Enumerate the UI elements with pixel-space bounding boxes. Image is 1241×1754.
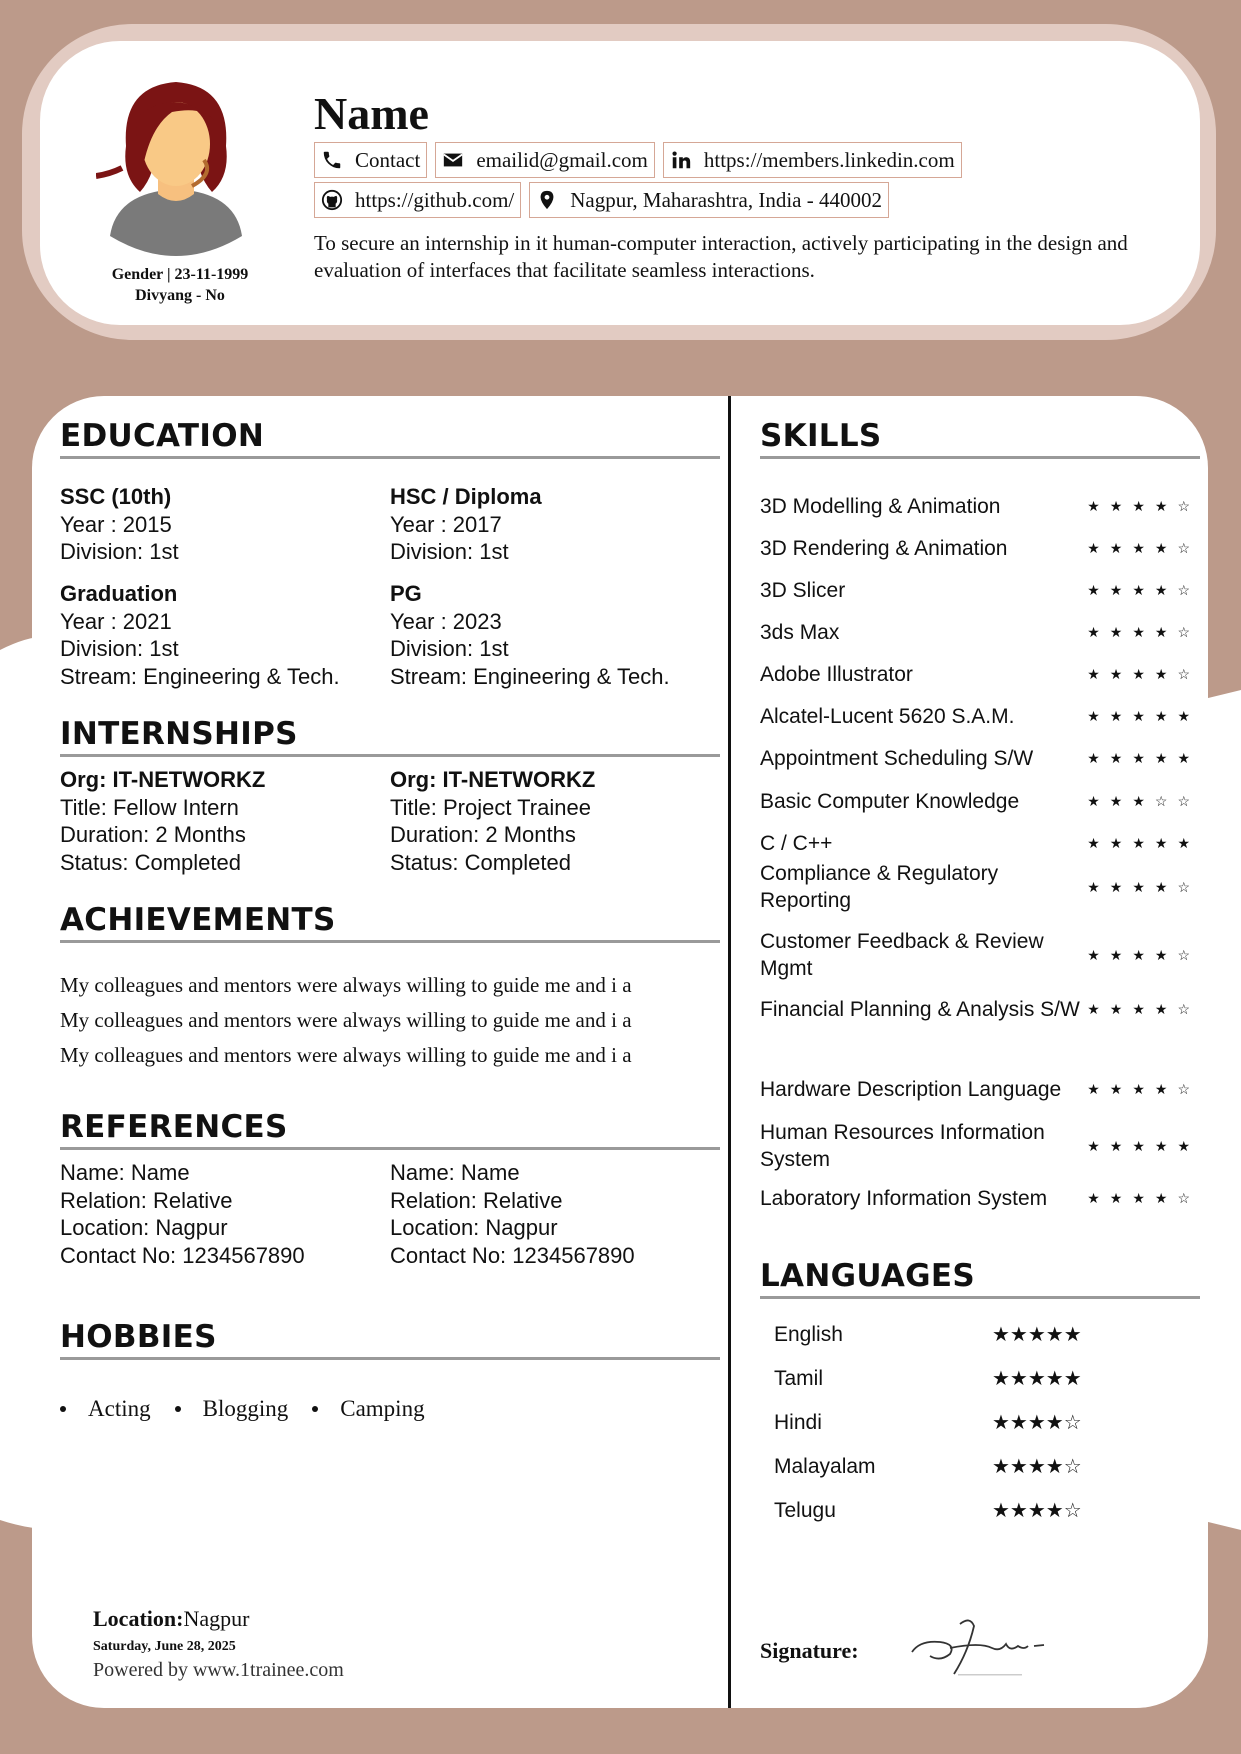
skill-name: Basic Computer Knowledge xyxy=(760,790,1020,813)
edu-graduation xyxy=(60,580,340,690)
internships-rule xyxy=(60,754,720,757)
reference-item xyxy=(390,1159,635,1269)
email-chip[interactable] xyxy=(435,142,655,178)
reference-item xyxy=(60,1159,305,1269)
skill-name: Human Resources Information System xyxy=(760,1121,1045,1171)
hobby-item xyxy=(175,1396,289,1422)
edu-hsc-year: Year : 2017 xyxy=(390,511,502,537)
references-rule xyxy=(60,1147,720,1150)
personal-meta xyxy=(80,264,280,306)
footer-location-value: Nagpur xyxy=(183,1606,250,1631)
internship-status: Status: Completed xyxy=(390,849,571,875)
skill-name: 3D Rendering & Animation xyxy=(760,537,1008,560)
language-name: English xyxy=(774,1322,843,1346)
languages-rule xyxy=(760,1296,1200,1299)
edu-pg-head: PG xyxy=(390,581,422,606)
star-rating-icon: ★★★★☆ xyxy=(1087,1081,1200,1097)
edu-pg-year: Year : 2023 xyxy=(390,608,502,634)
edu-pg-division: Division: 1st xyxy=(390,636,509,661)
internship-status: Status: Completed xyxy=(60,849,241,875)
edu-grad-year: Year : 2021 xyxy=(60,608,172,634)
references-title: REFERENCES xyxy=(60,1109,288,1145)
star-rating-icon: ★★★★★ xyxy=(992,1324,1082,1346)
phone-icon xyxy=(321,149,343,171)
avatar xyxy=(96,76,256,256)
skill-row xyxy=(760,535,1200,562)
skill-row xyxy=(760,661,1200,688)
edu-ssc xyxy=(60,483,179,566)
location-text: Nagpur, Maharashtra, India - 440002 xyxy=(570,187,882,212)
achievement-line: My colleagues and mentors were always willing to guide me and i a xyxy=(60,1043,632,1067)
contact-label: Contact xyxy=(355,147,421,172)
map-pin-icon xyxy=(536,189,558,211)
language-row xyxy=(774,1410,1134,1435)
location-chip xyxy=(529,182,889,218)
internship-org: Org: IT-NETWORKZ xyxy=(390,767,596,792)
github-icon xyxy=(321,189,343,211)
reference-name: Name: Name xyxy=(60,1160,190,1185)
edu-ssc-division: Division: 1st xyxy=(60,539,179,564)
achievement-line: My colleagues and mentors were always willing to guide me and i a xyxy=(60,1008,632,1032)
skill-row xyxy=(760,1119,1200,1173)
bullet-icon xyxy=(175,1406,181,1412)
footer-location xyxy=(93,1606,249,1632)
hobby-label: Camping xyxy=(340,1396,425,1421)
skills-rule xyxy=(760,456,1200,459)
hobby-label: Blogging xyxy=(202,1396,289,1421)
linkedin-text: https://members.linkedin.com xyxy=(703,147,955,172)
skill-row xyxy=(760,860,1200,914)
divyang-status: Divyang - No xyxy=(135,287,225,304)
edu-grad-division: Division: 1st xyxy=(60,636,179,661)
edu-pg xyxy=(390,580,670,690)
star-rating-icon: ★★★★☆ xyxy=(1087,624,1200,640)
achievement-line: My colleagues and mentors were always willing to guide me and i a xyxy=(60,973,632,997)
edu-ssc-head: SSC (10th) xyxy=(60,484,172,509)
language-name: Hindi xyxy=(774,1410,822,1434)
candidate-name: Name xyxy=(314,88,429,139)
internship-org: Org: IT-NETWORKZ xyxy=(60,767,266,792)
skill-name: Laboratory Information System xyxy=(760,1187,1048,1210)
internships-title: INTERNSHIPS xyxy=(60,716,298,752)
reference-location: Location: Nagpur xyxy=(60,1215,228,1240)
internship-role: Title: Fellow Intern xyxy=(60,794,239,820)
envelope-icon xyxy=(442,149,464,171)
internship-item xyxy=(390,766,595,876)
skill-row xyxy=(760,577,1200,604)
skill-name: Financial Planning & Analysis S/W xyxy=(760,998,1080,1021)
internship-duration: Duration: 2 Months xyxy=(390,822,576,847)
achievements-rule xyxy=(60,940,720,943)
star-rating-icon: ★★★★☆ xyxy=(1087,1190,1200,1206)
signature-label: Signature: xyxy=(760,1638,859,1663)
star-rating-icon: ★★★★☆ xyxy=(1087,666,1200,682)
reference-location: Location: Nagpur xyxy=(390,1215,558,1240)
contact-chips-row-2 xyxy=(314,182,1214,218)
star-rating-icon: ★★★★★ xyxy=(1087,708,1200,724)
star-rating-icon: ★★★★☆ xyxy=(1087,540,1200,556)
star-rating-icon: ★★★★☆ xyxy=(1087,498,1200,514)
reference-relation: Relation: Relative xyxy=(60,1187,233,1213)
education-title: EDUCATION xyxy=(60,418,265,454)
star-rating-icon: ★★★★☆ xyxy=(1087,1001,1200,1017)
star-rating-icon: ★★★★☆ xyxy=(1087,582,1200,598)
edu-ssc-year: Year : 2015 xyxy=(60,511,172,537)
edu-grad-head: Graduation xyxy=(60,581,178,606)
career-objective: To secure an internship in it human-computer interaction, actively participating in the design and evaluation of interfaces that facilitate seamless interactions. xyxy=(314,231,1128,282)
internship-item xyxy=(60,766,265,876)
star-rating-icon: ★★★★★ xyxy=(1087,835,1200,851)
skill-name: Hardware Description Language xyxy=(760,1078,1062,1101)
email-text: emailid@gmail.com xyxy=(476,147,648,172)
skill-name: Alcatel-Lucent 5620 S.A.M. xyxy=(760,705,1015,728)
star-rating-icon: ★★★★☆ xyxy=(1087,878,1200,895)
skill-name: C / C++ xyxy=(760,832,833,855)
reference-name: Name: Name xyxy=(390,1160,520,1185)
star-rating-icon: ★★★★★ xyxy=(1087,1137,1200,1154)
star-rating-icon: ★★★★☆ xyxy=(992,1500,1082,1522)
github-chip[interactable] xyxy=(314,182,521,218)
linkedin-icon xyxy=(670,149,692,171)
hobbies-rule xyxy=(60,1357,720,1360)
education-rule xyxy=(60,456,720,459)
skill-row xyxy=(760,830,1200,857)
github-text: https://github.com/ xyxy=(355,187,515,212)
hobby-item xyxy=(312,1396,424,1422)
edu-grad-stream: Stream: Engineering & Tech. xyxy=(60,663,340,689)
reference-contact: Contact No: 1234567890 xyxy=(390,1242,635,1268)
skill-name: Appointment Scheduling S/W xyxy=(760,747,1034,770)
footer-location-label: Location: xyxy=(93,1606,184,1631)
star-rating-icon: ★★★★☆ xyxy=(992,1412,1082,1434)
contact-chips-row-1 xyxy=(314,142,1214,178)
star-rating-icon: ★★★★★ xyxy=(992,1368,1082,1390)
language-row xyxy=(774,1366,1134,1391)
skill-name: Adobe Illustrator xyxy=(760,663,913,686)
skill-name: 3D Modelling & Animation xyxy=(760,495,1001,518)
star-rating-icon: ★★★☆☆ xyxy=(1087,793,1200,809)
language-name: Tamil xyxy=(774,1366,824,1390)
edu-hsc-division: Division: 1st xyxy=(390,539,509,564)
skill-row xyxy=(760,493,1200,520)
star-rating-icon: ★★★★★ xyxy=(1087,750,1200,766)
bullet-icon xyxy=(312,1406,318,1412)
hobbies-title: HOBBIES xyxy=(60,1319,217,1355)
powered-by-link[interactable]: Powered by www.1trainee.com xyxy=(93,1659,344,1681)
skills-title: SKILLS xyxy=(760,418,882,454)
internship-duration: Duration: 2 Months xyxy=(60,822,246,847)
edu-hsc xyxy=(390,483,542,566)
skill-name: 3D Slicer xyxy=(760,579,846,602)
language-row xyxy=(774,1322,1134,1347)
contact-chip[interactable] xyxy=(314,142,427,178)
edu-hsc-head: HSC / Diploma xyxy=(390,484,542,509)
hobby-item xyxy=(60,1396,151,1422)
skill-row xyxy=(760,619,1200,646)
gender-dob: Gender | 23-11-1999 xyxy=(111,266,249,283)
language-row xyxy=(774,1498,1134,1523)
reference-relation: Relation: Relative xyxy=(390,1187,563,1213)
language-name: Telugu xyxy=(774,1498,836,1522)
edu-pg-stream: Stream: Engineering & Tech. xyxy=(390,663,670,689)
signature-image xyxy=(910,1612,1070,1682)
skill-row xyxy=(760,703,1200,730)
footer-date: Saturday, June 28, 2025 xyxy=(93,1639,236,1654)
hobby-label: Acting xyxy=(88,1396,151,1421)
skill-row xyxy=(760,1076,1200,1103)
internship-role: Title: Project Trainee xyxy=(390,794,591,820)
linkedin-chip[interactable] xyxy=(663,142,962,178)
skill-name: Compliance & Regulatory Reporting xyxy=(760,862,999,912)
column-divider xyxy=(728,396,731,1708)
skill-row xyxy=(760,928,1200,982)
language-name: Malayalam xyxy=(774,1454,876,1478)
languages-title: LANGUAGES xyxy=(760,1258,975,1294)
achievements-title: ACHIEVEMENTS xyxy=(60,902,336,938)
bullet-icon xyxy=(60,1406,66,1412)
skill-row xyxy=(760,745,1200,772)
skill-name: Customer Feedback & Review Mgmt xyxy=(760,930,1044,980)
skill-row xyxy=(760,996,1200,1023)
reference-contact: Contact No: 1234567890 xyxy=(60,1242,305,1268)
skill-name: 3ds Max xyxy=(760,621,840,644)
hobbies-list xyxy=(60,1396,449,1422)
language-row xyxy=(774,1454,1134,1479)
star-rating-icon: ★★★★☆ xyxy=(1087,946,1200,963)
star-rating-icon: ★★★★☆ xyxy=(992,1456,1082,1478)
skill-row xyxy=(760,1185,1200,1212)
skill-row xyxy=(760,788,1200,815)
